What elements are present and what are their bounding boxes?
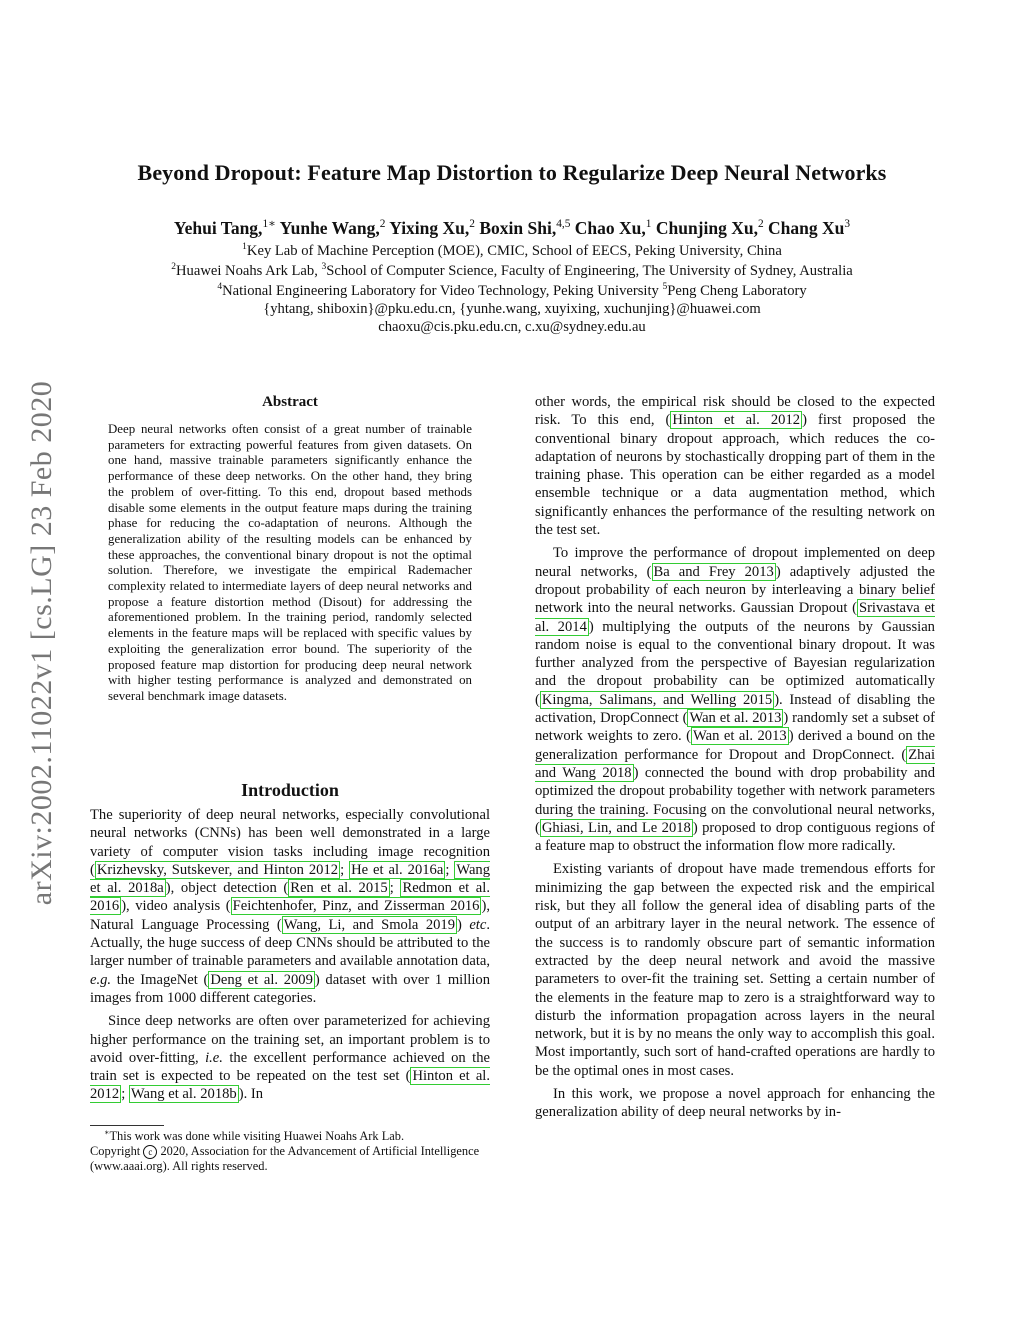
author-affiliation-mark: 4,5 xyxy=(556,218,571,231)
affiliation-text: Peng Cheng Laboratory xyxy=(667,283,807,299)
author-list xyxy=(0,218,1024,239)
author-name: Yunhe Wang, xyxy=(279,218,380,238)
abstract-heading: Abstract xyxy=(262,394,318,410)
introduction-heading: Introduction xyxy=(241,780,339,800)
paragraph: To improve the performance of dropout implemented on deep neural networks, ( Ba and Frey 2013 ) adaptively adjusted the dropout probability of each neuron by interleaving a binary belief network into the neural networks. Gaussian Dropout ( Srivastava et al. 2014 ) multiplying the outputs of the neurons by Gaussian random noise is equal to the conventional binary dropout. It was further analyzed from the perspective of Bayesian regularization and the dropout probability can be optimized automatically ( Kingma, Salimans, and Welling 2015 ). Instead of disabling the activation, DropConnect ( Wan et al. 2013 ) randomly set a subset of network weights to zero. ( Wan et al. 2013 ) derived a bound on the generalization performance for Dropout and DropConnect. ( Zhai and Wang 2018 ) connected the bound with drop probability and optimized the dropout probability together with network parameters during the training. Focusing on the convolutional neural networks, ( Ghiasi, Lin, and Le 2018 ) proposed to drop contiguous regions of a feature map to obstruct the information flow more radically. xyxy=(535,545,936,855)
citation-link[interactable]: Redmon et al. 2016 xyxy=(90,880,490,915)
affiliation-line xyxy=(0,262,1024,281)
copyright-icon: c xyxy=(143,1145,157,1159)
footnote: ∗This work was done while visiting Huawei Noahs Ark Lab. Copyright c 2020, Association for the Advancement of Artificial Intelligence (www.aaai.org). All rights reserved. xyxy=(90,1127,480,1174)
paragraph: Existing variants of dropout have made tremendous efforts for minimizing the gap between the expected risk and the empirical risk, but they all follow the general idea of disabling parts of the output of an arbitrary layer in the neural network. The essence of the success is to randomly obscure part of semantic information extracted by the deep neural network and avoid the massive parameters to over-fit the training set. Setting a certain number of the elements in the feature map to zero is a straightforward way to disturb the information propagation across layers in the neural network, but it is by no means the only way to accomplish this goal. Most importantly, such sort of hand-crafted operations are hardly to be the optimal ones in most cases. xyxy=(535,861,935,1079)
citation-link[interactable]: Ghiasi, Lin, and Le 2018 xyxy=(541,819,691,836)
author-emails: chaoxu@cis.pku.edu.cn, c.xu@sydney.edu.au xyxy=(378,319,646,335)
paragraph: Since deep networks are often over parameterized for achieving higher performance on the training set, an important problem is to avoid over-fitting, i.e. the excellent performance achieved on the train set is expected to be repeated on the test set ( Hinton et al. 2012 ; Wang et al. 2018b ). In xyxy=(90,1013,490,1103)
citation-link[interactable]: Srivastava et al. 2014 xyxy=(535,600,935,635)
citation-link[interactable]: Wang, Li, and Smola 2019 xyxy=(283,916,456,933)
author-emails: {yhtang, shiboxin}@pku.edu.cn, {yunhe.wang, xuyixing, xuchunjing}@huawei.com xyxy=(263,301,761,317)
affiliation-mark: 2 xyxy=(171,262,176,273)
citation-link[interactable]: Krizhevsky, Sutskever, and Hinton 2012 xyxy=(96,861,339,878)
citation-link[interactable]: Wang et al. 2018a xyxy=(90,861,491,897)
citation-link[interactable]: Zhai and Wang 2018 xyxy=(535,746,935,781)
affiliation-text: National Engineering Laboratory for Video Technology, Peking University xyxy=(222,283,663,299)
affiliation-line xyxy=(0,242,1024,261)
author-name: Chao Xu, xyxy=(574,218,646,238)
affiliation-text: School of Computer Science, Faculty of Engineering, The University of Sydney, Australia xyxy=(326,263,853,279)
author-name: Boxin Shi, xyxy=(479,218,557,238)
author-affiliation-mark: 2 xyxy=(379,218,386,231)
paragraph: The superiority of deep neural networks, especially convolutional neural networks (CNNs) has been well demonstrated in a large variety of computer vision tasks including image recognition ( Krizhevsky, Sutskever, and Hinton 2012 ; He et al. 2016a ; Wang et al. 2018a ), object detection ( Ren et al. 2015 ; Redmon et al. 2016 ), video analysis ( Feichtenhofer, Pinz, and Zisserman 2016 ), Natural Language Processing ( Wang, Li, and Smola 2019 ) etc. Actually, the huge success of deep CNNs should be attributed to the larger number of trainable parameters and available annotation data, e.g. the ImageNet ( Deng et al. 2009 ) dataset with over 1 million images from 1000 different categories. xyxy=(90,807,491,1006)
affiliation-mark: 4 xyxy=(217,282,223,293)
affiliation-text: Key Lab of Machine Perception (MOE), CMIC, School of EECS, Peking University, China xyxy=(246,243,782,259)
affiliation-text: Huawei Noahs Ark Lab, xyxy=(176,263,322,279)
citation-link[interactable]: Wang et al. 2018b xyxy=(130,1086,237,1103)
citation-link[interactable]: Hinton et al. 2012 xyxy=(672,412,801,429)
citation-link[interactable]: Kingma, Salimans, and Welling 2015 xyxy=(541,691,773,708)
author-affiliation-mark: 1 xyxy=(645,218,652,231)
right-column-body xyxy=(535,393,935,1127)
author-name: Chunjing Xu, xyxy=(655,218,758,238)
author-name: Yixing Xu, xyxy=(389,218,470,238)
citation-link[interactable]: Hinton et al. 2012 xyxy=(90,1068,490,1103)
paragraph: In this work, we propose a novel approach for enhancing the generalization ability of deep neural networks by in- xyxy=(535,1085,935,1121)
citation-link[interactable]: Ba and Frey 2013 xyxy=(653,563,774,580)
citation-link[interactable]: Ren et al. 2015 xyxy=(290,880,388,897)
paragraph: other words, the empirical risk should be closed to the expected risk. To this end, ( Hinton et al. 2012 ) first proposed the conventional binary dropout approach, which reduces the co-adaptation of neurons by stochastically dropping part of them in the training phase. This operation can be either regarded as a model ensemble technique or a data augmentation method, which significantly enhances the performance of the resulting network on the test set. xyxy=(535,394,935,539)
affiliation-line xyxy=(0,282,1024,301)
citation-link[interactable]: Wan et al. 2013 xyxy=(693,728,787,745)
author-name: Chang Xu xyxy=(768,218,845,238)
author-affiliation-mark: 2 xyxy=(469,218,475,231)
abstract-text: Deep neural networks often consist of a great number of trainable parameters for extracting powerful features from given datasets. On one hand, massive trainable parameters significantly enhance the performance of these deep networks. On the other hand, they bring the problem of over-fitting. To this end, dropout based methods disable some elements in the output feature maps during the training phase for reducing the co-adaptation of neurons. Although the generalization ability of the resulting models can be enhanced by these approaches, the conventional binary dropout is not the optimal solution. Therefore, we investigate the empirical Rademacher complexity related to intermediate layers of deep neural networks and propose a feature distortion method (Disout) for addressing the aforementioned problem. In the training period, randomly selected elements in the feature maps will be replaced with specific values by exploiting the generalization error bound. The superiority of the proposed feature map distortion for producing deep neural network with higher testing performance is analyzed and demonstrated on several benchmark image datasets. xyxy=(108,422,472,703)
footnote-divider xyxy=(90,1125,164,1126)
citation-link[interactable]: Feichtenhofer, Pinz, and Zisserman 2016 xyxy=(232,898,480,915)
author-affiliation-mark: 3 xyxy=(844,218,851,231)
citation-link[interactable]: He et al. 2016a xyxy=(351,861,444,878)
citation-link[interactable]: Wan et al. 2013 xyxy=(689,710,782,727)
affiliation-mark: 5 xyxy=(662,282,668,293)
citation-link[interactable]: Deng et al. 2009 xyxy=(210,971,313,988)
author-affiliation-mark: 2 xyxy=(757,218,764,231)
paper-title: Beyond Dropout: Feature Map Distortion to Regularize Deep Neural Networks xyxy=(137,160,887,185)
author-affiliation-mark: 1∗ xyxy=(262,218,276,231)
arxiv-stamp: arXiv:2002.11022v1 [cs.LG] 23 Feb 2020 xyxy=(25,380,58,906)
left-column-body xyxy=(90,806,490,1109)
author-name: Yehui Tang, xyxy=(173,218,263,238)
affiliation-mark: 1 xyxy=(242,242,247,253)
affiliation-mark: 3 xyxy=(321,262,327,273)
